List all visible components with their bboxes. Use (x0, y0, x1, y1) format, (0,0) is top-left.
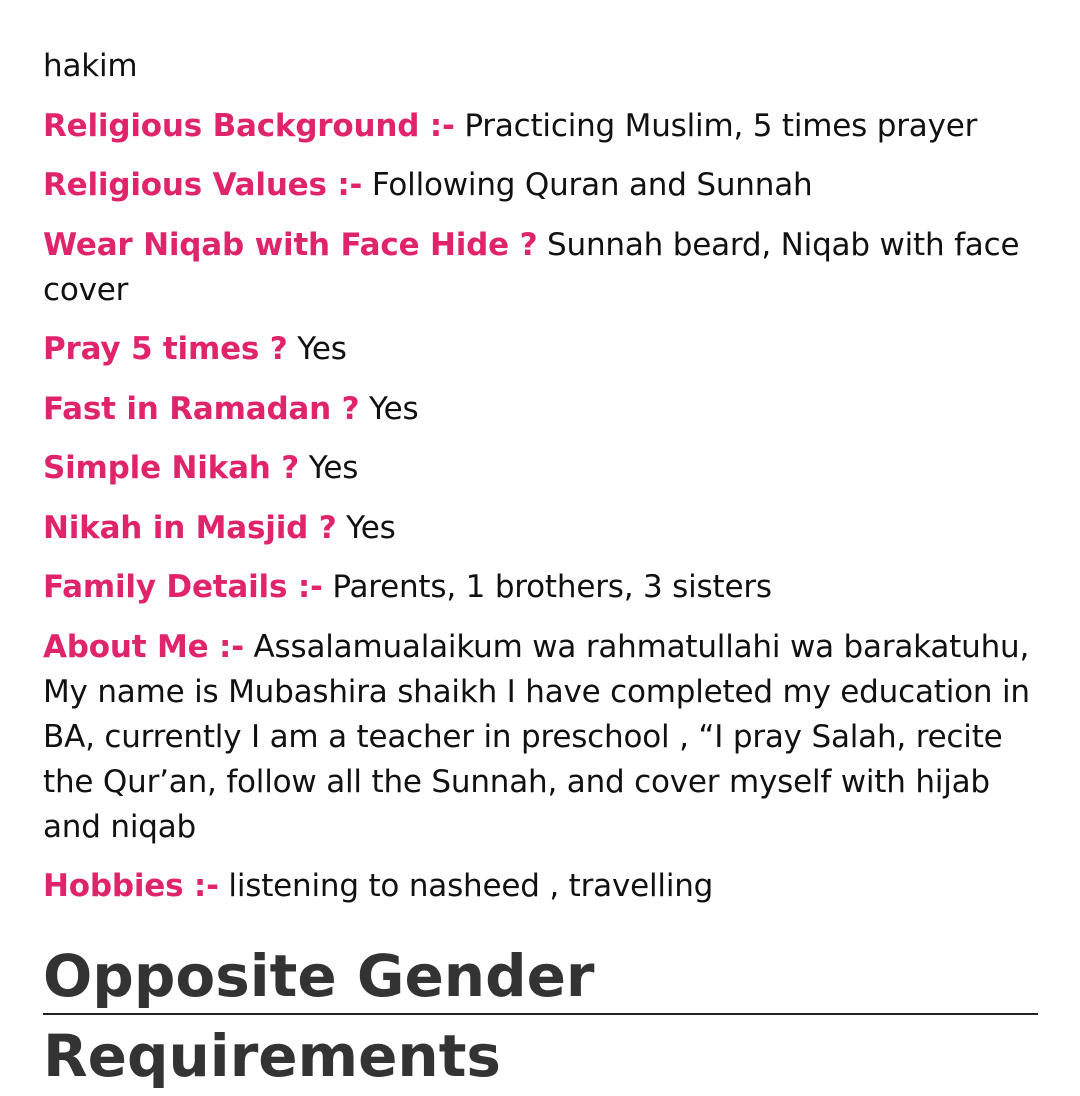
field-label: Pray 5 times ? (43, 331, 288, 367)
field-label: Wear Niqab with Face Hide ? (43, 226, 538, 263)
field-label: Religious Background :- (43, 107, 455, 144)
field-label: Family Details :- (43, 569, 323, 605)
field-value: Yes (299, 450, 359, 486)
field-value: Yes (359, 390, 419, 427)
intro-text: hakim (43, 48, 138, 84)
field-value: Yes (287, 331, 347, 367)
field-nikah-in-masjid (43, 506, 1038, 551)
section-heading: Opposite Gender Requirements (43, 942, 595, 1090)
field-simple-nikah (43, 446, 1038, 491)
field-label: Simple Nikah ? (43, 450, 300, 486)
field-value: Parents, 1 brothers, 3 sisters (322, 569, 772, 605)
field-label: Nikah in Masjid ? (43, 509, 337, 546)
field-value: listening to nasheed , travelling (218, 868, 714, 904)
field-label: About Me :- (43, 628, 244, 665)
field-label: Fast in Ramadan ? (43, 390, 360, 427)
field-about-me (43, 625, 1038, 850)
heading-divider (43, 1013, 1038, 1015)
field-value: Sunnah beard, Niqab with face cover (43, 226, 1020, 308)
field-label: Religious Values :- (43, 167, 363, 203)
field-value: Yes (336, 509, 396, 546)
field-value: Practicing Muslim, 5 times prayer (454, 107, 978, 144)
field-family-details (43, 565, 1038, 610)
field-hobbies (43, 864, 1038, 909)
field-label: Hobbies :- (43, 868, 219, 904)
field-religious-background (43, 104, 1038, 149)
field-value: Following Quran and Sunnah (362, 167, 813, 203)
field-wear-niqab (43, 223, 1038, 313)
field-religious-values (43, 163, 1038, 208)
field-value: Assalamualaikum wa rahmatullahi wa barakatuhu, My name is Mubashira shaikh I have completed my education in BA, currently I am a teacher in preschool , “I pray Salah, recite the Qur’an, follow all the Sunnah, and cover myself with hijab and niqab (43, 628, 1030, 845)
profile-details (43, 44, 1038, 924)
field-fast-in-ramadan (43, 387, 1038, 432)
field-pray-5-times (43, 327, 1038, 372)
